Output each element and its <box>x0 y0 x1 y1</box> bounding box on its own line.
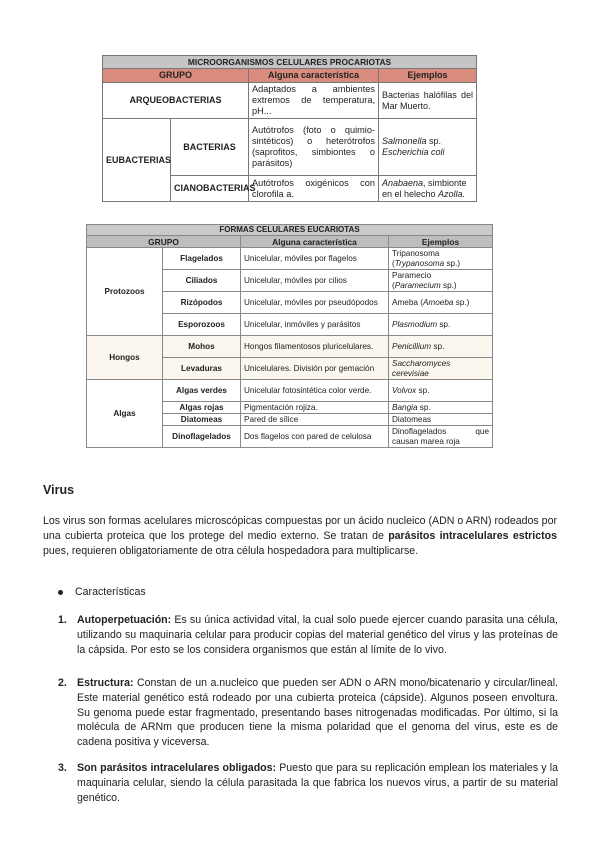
eucariotas-table <box>86 224 493 448</box>
ciliados-subgroup: Ciliados <box>163 270 241 292</box>
item-3-text <box>77 761 558 805</box>
algas-rojas-example <box>389 402 493 414</box>
eubacterias-group: EUBACTERIAS <box>103 119 171 202</box>
dinoflagelados-subgroup: Dinoflagelados <box>163 426 241 448</box>
algas-verdes-subgroup: Algas verdes <box>163 380 241 402</box>
esporozoos-feature: Unicelular, inmóviles y parásitos <box>241 314 389 336</box>
item-1-text <box>77 613 558 657</box>
ciliados-feature: Unicelular, móviles por cilios <box>241 270 389 292</box>
item-2-number: 2. <box>58 677 67 689</box>
algas-rojas-example-genus: Bangia <box>392 402 418 412</box>
esporozoos-subgroup: Esporozoos <box>163 314 241 336</box>
algas-rojas-feature: Pigmentación rojiza. <box>241 402 389 414</box>
levaduras-feature: Unicelulares. División por gemación <box>241 358 389 380</box>
dinoflagelados-example: Dinoflagelados que causan marea roja <box>389 426 493 448</box>
flagelados-feature: Unicelular, móviles por flagelos <box>241 248 389 270</box>
item-2-body: Constan de un a.nucleico que pueden ser ADN o ARN mono/bicatenario y circular/lineal. Este material genético está rodeado por una cubierta proteica (cápside). Algunos poseen envoltura. Su genoma puede estar fragmentado, presentando bases nitrogenadas modificadas. Por último, si la molécula de ARNm que producen tiene la misma polaridad que el genoma del virus, este es de cadena positiva y viceversa. <box>77 677 558 749</box>
flagelados-example-paren: ( <box>392 258 395 268</box>
ciliados-example-paren: ( <box>392 280 395 290</box>
algas-group: Algas <box>87 380 163 448</box>
diatomeas-feature: Pared de sílice <box>241 414 389 426</box>
esporozoos-example <box>389 314 493 336</box>
procariotas-title: MICROORGANISMOS CELULARES PROCARIOTAS <box>103 56 477 69</box>
rizopodos-example-sp: sp.) <box>453 297 470 307</box>
item-2-text <box>77 676 558 750</box>
arqueobacterias-example: Bacterias halófilas del Mar Muerto. <box>379 83 477 119</box>
mohos-subgroup: Mohos <box>163 336 241 358</box>
algas-verdes-example-genus: Volvox <box>392 385 417 395</box>
virus-intro-part2: pues, requieren obligatoriamente de otra célula hospedadora para multiplicarse. <box>43 544 419 557</box>
bacterias-example-salmonella: Salmonella <box>382 136 427 146</box>
algas-rojas-subgroup: Algas rojas <box>163 402 241 414</box>
item-3-number: 3. <box>58 762 67 774</box>
diatomeas-example: Diatomeas <box>389 414 493 426</box>
cianobacterias-example-anabaena: Anabaena <box>382 177 424 188</box>
esporozoos-example-genus: Plasmodium <box>392 319 438 329</box>
ciliados-example-common: Paramecio <box>392 270 432 280</box>
cianobacterias-example <box>379 176 477 202</box>
bacterias-example-ecoli: Escherichia coli <box>382 147 445 157</box>
protozoos-group: Protozoos <box>87 248 163 336</box>
algas-verdes-feature: Unicelular fotosintética color verde. <box>241 380 389 402</box>
algas-rojas-example-sp: sp. <box>417 402 431 412</box>
item-2-label: Estructura: <box>77 677 134 689</box>
mohos-example <box>389 336 493 358</box>
cianobacterias-example-text: , simbionte en el helecho <box>382 177 467 199</box>
item-3-label: Son parásitos intracelulares obligados: <box>77 762 277 774</box>
eucariotas-header-ejemplos: Ejemplos <box>389 236 493 248</box>
bullet-dot-icon <box>58 590 63 595</box>
levaduras-subgroup: Levaduras <box>163 358 241 380</box>
levaduras-example <box>389 358 493 380</box>
ciliados-example-sp: sp.) <box>440 280 457 290</box>
mohos-example-sp: sp. <box>431 341 445 351</box>
cianobacterias-feature: Autótrofos oxigénicos con clorofila a. <box>249 176 379 202</box>
rizopodos-feature: Unicelular, móviles por pseudópodos <box>241 292 389 314</box>
item-1-body: Es su única actividad vital, la cual solo puede ejercer cuando parasita una célula, utilizando su maquinaria celular para producir copias del material genético del virus y las proteínas de la cápsida. Por esto se los considera organismos que están al límite de lo vivo. <box>77 614 558 656</box>
rizopodos-subgroup: Rizópodos <box>163 292 241 314</box>
virus-intro <box>43 514 557 558</box>
caracteristicas-label: Características <box>75 586 146 598</box>
arqueobacterias-feature: Adaptados a ambientes extremos de temperatura, pH... <box>249 83 379 119</box>
virus-heading: Virus <box>43 483 75 497</box>
item-3-body: Puesto que para su replicación emplean los materiales y la maquinaria celular, siendo la célula parasitada la que fabrica los nuevos virus, a partir de su material genético. <box>77 762 558 804</box>
flagelados-example-genus: Trypanosoma <box>394 258 445 268</box>
levaduras-example-genus: Saccharomyces cerevisiae <box>392 358 451 378</box>
rizopodos-example-genus: Amoeba <box>422 297 454 307</box>
bacterias-example-sp: sp. <box>426 136 442 146</box>
caracteristicas-bullet <box>58 586 146 598</box>
esporozoos-example-sp: sp. <box>437 319 451 329</box>
flagelados-example-common: Tripanosoma <box>392 248 440 258</box>
hongos-group: Hongos <box>87 336 163 380</box>
arqueobacterias-group: ARQUEOBACTERIAS <box>103 83 249 119</box>
algas-verdes-example-sp: sp. <box>416 385 430 395</box>
eucariotas-header-caracteristica: Alguna característica <box>241 236 389 248</box>
diatomeas-subgroup: Diatomeas <box>163 414 241 426</box>
procariotas-header-grupo: GRUPO <box>103 69 249 83</box>
cianobacterias-subgroup: CIANOBACTERIAS <box>171 176 249 202</box>
mohos-feature: Hongos filamentosos pluricelulares. <box>241 336 389 358</box>
virus-intro-part1: Los virus son formas acelulares microscópicas compuestas por un ácido nucleico (ADN o ARN) rodeados por una cubierta proteica que los protege del medio externo. Se tratan de <box>43 515 557 542</box>
rizopodos-example-common: Ameba ( <box>392 297 423 307</box>
bacterias-subgroup: BACTERIAS <box>171 119 249 176</box>
eucariotas-title: FORMAS CELULARES EUCARIOTAS <box>87 225 493 236</box>
item-1-label: Autoperpetuación: <box>77 614 172 626</box>
procariotas-header-caracteristica: Alguna característica <box>249 69 379 83</box>
eucariotas-header-grupo: GRUPO <box>87 236 241 248</box>
cianobacterias-example-azolla: Azolla. <box>438 188 466 199</box>
ciliados-example-genus: Paramecium <box>394 280 441 290</box>
procariotas-header-ejemplos: Ejemplos <box>379 69 477 83</box>
flagelados-example <box>389 248 493 270</box>
bacterias-example <box>379 119 477 176</box>
mohos-example-genus: Penicillium <box>392 341 432 351</box>
rizopodos-example <box>389 292 493 314</box>
flagelados-example-sp: sp.) <box>444 258 461 268</box>
procariotas-table <box>102 55 477 202</box>
item-1-number: 1. <box>58 614 67 626</box>
virus-intro-bold: parásitos intracelulares estrictos <box>388 529 557 542</box>
algas-verdes-example <box>389 380 493 402</box>
bacterias-feature: Autótrofos (foto o quimio-sintéticos) o heterótrofos (saprofitos, simbiontes o parásitos) <box>249 119 379 176</box>
flagelados-subgroup: Flagelados <box>163 248 241 270</box>
ciliados-example <box>389 270 493 292</box>
dinoflagelados-feature: Dos flagelos con pared de celulosa <box>241 426 389 448</box>
